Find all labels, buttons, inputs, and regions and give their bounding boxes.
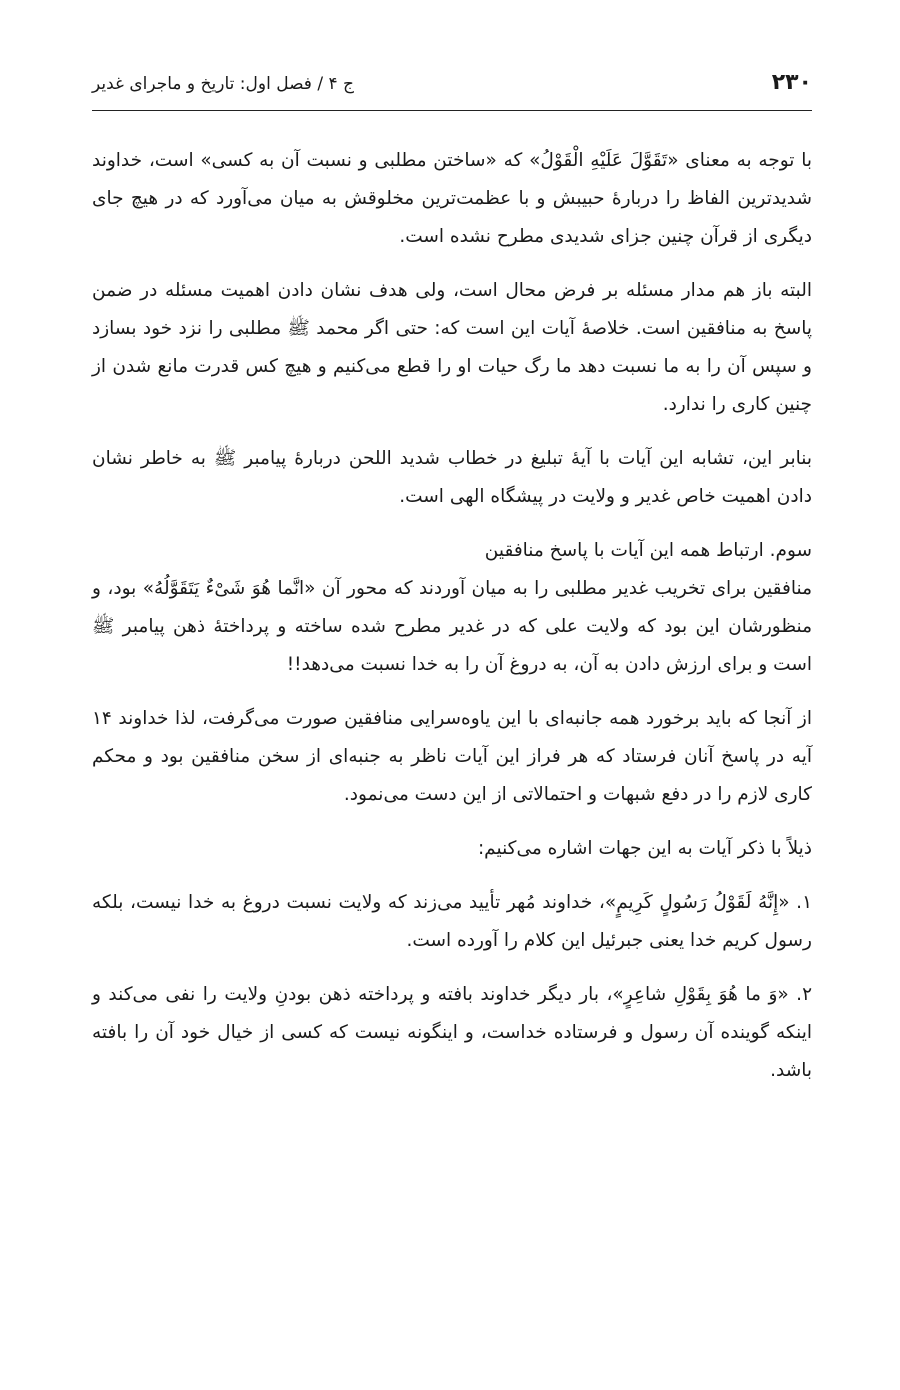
- section-heading: سوم. ارتباط همه این آیات با پاسخ منافقین: [484, 540, 812, 561]
- book-page: [92, 0, 812, 1390]
- paragraph-1: با توجه به معنای «تَقَوَّلَ عَلَيْهِ الْقَوْلُ» که «ساختن مطلبی و نسبت آن به کسی» است، خداوند شدیدترین الفاظ را دربارهٔ حبیبش و با عظمت‌ترین مخلوقش به میان می‌آورد که در هیچ جای دیگری از قرآن چنین جزای شدیدی مطرح نشده است.: [92, 150, 812, 247]
- paragraph-7: ۱. «إِنَّهُ لَقَوْلُ رَسُولٍ كَرِيمٍ»، خداوند مُهر تأیید می‌زند که ولایت نسبت دروغ به خدا نیست، بلکه رسول کریم خدا یعنی جبرئیل این کلام را آورده است.: [92, 892, 812, 951]
- paragraph-3: بنابر این، تشابه این آیات با آیهٔ تبلیغ در خطاب شدید اللحن دربارهٔ پیامبر ﷺ به خاطر نشان دادن اهمیت خاص غدیر و ولایت در پیشگاه الهی است.: [92, 448, 812, 507]
- page-body: [92, 142, 812, 1106]
- page-header: [92, 66, 812, 111]
- running-title: ج ۴ / فصل اول: تاریخ و ماجرای غدیر: [92, 74, 355, 94]
- paragraph-4: منافقین برای تخریب غدیر مطلبی را به میان آوردند که محور آن «انَّما هُوَ شَىْءٌ يَتَقَوَّلُهُ» بود، و منظورشان این بود که ولایت علی که در غدیر مطرح شده ساخته و پرداختهٔ ذهن پیامبر ﷺ است و برای ارزش دادن به آن، به دروغ آن را به خدا نسبت می‌دهد!!: [92, 578, 812, 675]
- page-number: ۲۳۰: [771, 70, 812, 95]
- paragraph-8: ۲. «وَ ما هُوَ بِقَوْلِ شاعِرٍ»، بار دیگر خداوند بافته و پرداخته ذهن بودنِ ولایت را نفی می‌کند و اینکه گوینده آن رسول و فرستاده خداست، و اینگونه نیست که کسی از خیال خود آن را بافته باشد.: [92, 984, 812, 1081]
- paragraph-2: البته باز هم مدار مسئله بر فرض محال است، ولی هدف نشان دادن اهمیت مسئله در ضمن پاسخ به منافقین است. خلاصهٔ آیات این است که: حتی اگر محمد ﷺ مطلبی را نزد خود بسازد و سپس آن را به ما نسبت دهد ما رگ حیات او را قطع می‌کنیم و هیچ کس قدرت مانع شدن از چنین کاری را ندارد.: [92, 280, 812, 415]
- paragraph-5: از آنجا که باید برخورد همه جانبه‌ای با این یاوه‌سرایی منافقین صورت می‌گرفت، لذا خداوند ۱۴ آیه در پاسخ آنان فرستاد که هر فراز این آیات ناظر به جنبه‌ای از سخن منافقین بود و محکم کاری لازم را در دفع شبهات و احتمالاتی از این دست می‌نمود.: [92, 708, 812, 805]
- paragraph-6: ذیلاً با ذکر آیات به این جهات اشاره می‌کنیم:: [477, 838, 812, 859]
